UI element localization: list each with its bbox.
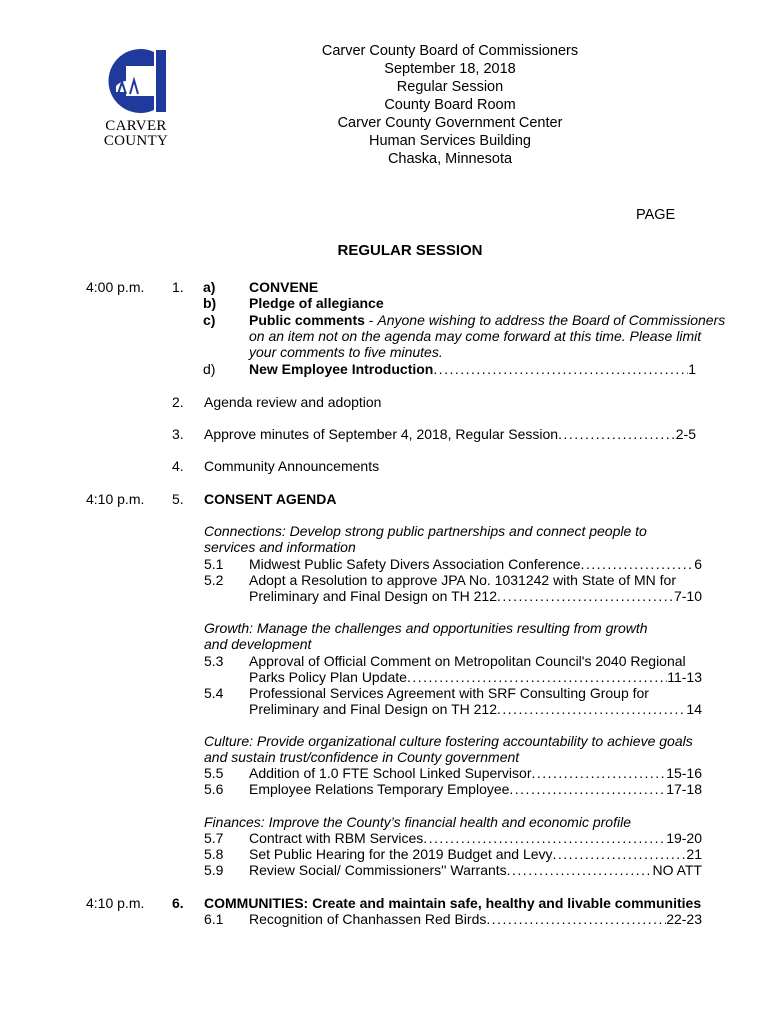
- header-line: County Board Room: [384, 97, 516, 113]
- entry-text: Approve minutes of September 4, 2018, Regular Session: [204, 426, 559, 442]
- public-comments-line: [249, 312, 725, 328]
- consent-agenda-title: CONSENT AGENDA: [204, 491, 337, 507]
- page-ref: 1: [688, 361, 696, 377]
- sub-item-number: 5.2: [204, 572, 224, 588]
- category-heading: Culture: Provide organizational culture fostering accountability to achieve goals: [204, 733, 693, 749]
- item-time: 4:10 p.m.: [86, 895, 145, 911]
- page-ref: 22-23: [666, 911, 702, 927]
- category-heading: Growth: Manage the challenges and opportunities resulting from growth: [204, 620, 648, 636]
- category-heading: services and information: [204, 539, 356, 555]
- pledge-label: Pledge of allegiance: [249, 295, 384, 311]
- page-ref: 2-5: [675, 426, 696, 442]
- sub-letter: b): [203, 295, 217, 311]
- sub-letter: a): [203, 279, 216, 295]
- agenda-entry: [249, 701, 702, 717]
- entry-text: Addition of 1.0 FTE School Linked Supervisor: [249, 765, 532, 781]
- entry-text: Preliminary and Final Design on TH 212: [249, 588, 497, 604]
- section-title: REGULAR SESSION: [337, 242, 483, 259]
- page-ref: 14: [686, 701, 702, 717]
- category-heading: Connections: Develop strong public partnerships and connect people to: [204, 523, 647, 539]
- entry-text: Adopt a Resolution to approve JPA No. 1031242 with State of MN for: [249, 572, 676, 588]
- agenda-entry: [249, 781, 702, 797]
- dot-leader: [580, 556, 694, 572]
- sub-item-number: 5.4: [204, 685, 224, 701]
- dot-leader: [507, 862, 653, 878]
- public-comments-desc: your comments to five minutes.: [249, 344, 443, 360]
- sub-letter: d): [203, 361, 216, 377]
- community-announcements-label: Community Announcements: [204, 458, 380, 474]
- entry-text: Preliminary and Final Design on TH 212: [249, 701, 497, 717]
- item-time: 4:10 p.m.: [86, 491, 145, 507]
- page-column-label: PAGE: [636, 207, 676, 223]
- entry-text: Employee Relations Temporary Employee: [249, 781, 510, 797]
- entry-text: Set Public Hearing for the 2019 Budget and Levy: [249, 846, 553, 862]
- sub-item-number: 6.1: [204, 911, 224, 927]
- dot-leader: [509, 781, 666, 797]
- page-ref: 21: [686, 846, 702, 862]
- sub-item-number: 5.5: [204, 765, 224, 781]
- sub-item-number: 5.6: [204, 781, 224, 797]
- agenda-review-label: Agenda review and adoption: [204, 394, 382, 410]
- header-line: September 18, 2018: [384, 61, 516, 77]
- dot-leader: [553, 846, 687, 862]
- dot-leader: [497, 588, 674, 604]
- header-line: Human Services Building: [369, 133, 531, 149]
- public-comments-desc: on an item not on the agenda may come forward at this time. Please limit: [249, 328, 702, 344]
- entry-text: Approval of Official Comment on Metropolitan Council's 2040 Regional: [249, 653, 686, 669]
- dot-leader: [423, 830, 666, 846]
- agenda-entry: [249, 556, 702, 572]
- public-comments-label: Public comments: [249, 312, 365, 328]
- agenda-entry: [249, 588, 702, 604]
- carver-county-seal-icon: [96, 46, 176, 116]
- item-number: 4.: [172, 458, 184, 474]
- item-number: 1.: [172, 279, 184, 295]
- logo-text-carver: CARVER: [105, 118, 167, 134]
- agenda-entry: [249, 765, 702, 781]
- item-number: 3.: [172, 426, 184, 442]
- agenda-entry: [249, 911, 702, 927]
- entry-text: Recognition of Chanhassen Red Birds: [249, 911, 487, 927]
- header-line: Carver County Government Center: [337, 115, 563, 131]
- item-number: 5.: [172, 491, 184, 507]
- category-heading: and sustain trust/confidence in County government: [204, 749, 520, 765]
- communities-title: COMMUNITIES: Create and maintain safe, healthy and livable communities: [204, 895, 702, 911]
- agenda-entry: [249, 669, 702, 685]
- sub-item-number: 5.8: [204, 846, 224, 862]
- logo-text-county: COUNTY: [103, 133, 169, 149]
- dot-leader: [497, 701, 686, 717]
- public-comments-desc: Anyone wishing to address the Board of Commissioners: [377, 312, 726, 328]
- sub-item-number: 5.3: [204, 653, 224, 669]
- agenda-entry: [249, 830, 702, 846]
- convene-label: CONVENE: [249, 279, 319, 295]
- sub-item-number: 5.9: [204, 862, 224, 878]
- category-heading: Finances: Improve the County’s financial health and economic profile: [204, 814, 631, 830]
- agenda-entry-new-employee: [249, 361, 696, 377]
- page-ref: NO ATT: [652, 862, 702, 878]
- item-time: 4:00 p.m.: [86, 279, 145, 295]
- page-ref: 17-18: [666, 781, 702, 797]
- entry-text: Professional Services Agreement with SRF Consulting Group for: [249, 685, 649, 701]
- dot-leader: [532, 765, 667, 781]
- page-ref: 7-10: [673, 588, 702, 604]
- page-ref: 6: [694, 556, 702, 572]
- item-number: 6.: [172, 895, 184, 911]
- dot-leader: [407, 669, 667, 685]
- agenda-entry-minutes: [204, 426, 696, 442]
- entry-text: Parks Policy Plan Update: [249, 669, 407, 685]
- agenda-entry: [249, 846, 702, 862]
- agenda-entry: [249, 862, 702, 878]
- separator: -: [364, 312, 378, 328]
- sub-letter: c): [203, 312, 216, 328]
- category-heading: and development: [204, 636, 312, 652]
- page-ref: 11-13: [667, 669, 702, 685]
- page-ref: 15-16: [666, 765, 702, 781]
- header-line: Chaska, Minnesota: [387, 151, 513, 167]
- dot-leader: [558, 426, 676, 442]
- entry-text: Midwest Public Safety Divers Association Conference: [249, 556, 581, 572]
- entry-text: New Employee Introduction: [249, 361, 434, 377]
- header-line: Regular Session: [396, 79, 504, 95]
- sub-item-number: 5.1: [204, 556, 224, 572]
- page-ref: 19-20: [666, 830, 702, 846]
- dot-leader: [433, 361, 688, 377]
- dot-leader: [486, 911, 666, 927]
- entry-text: Contract with RBM Services: [249, 830, 424, 846]
- county-logo: [96, 46, 176, 119]
- header-line: Carver County Board of Commissioners: [321, 43, 579, 59]
- entry-text: Review Social/ Commissioners'' Warrants: [249, 862, 507, 878]
- sub-item-number: 5.7: [204, 830, 224, 846]
- item-number: 2.: [172, 394, 184, 410]
